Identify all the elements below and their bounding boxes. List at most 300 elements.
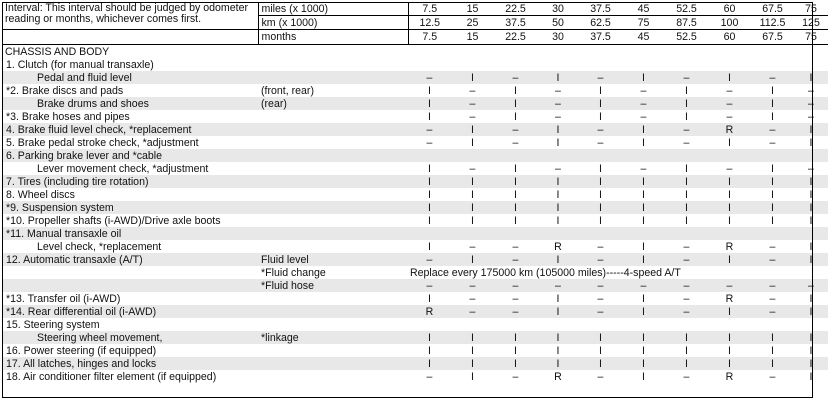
service-mark: – — [555, 110, 561, 123]
service-mark: I — [642, 214, 645, 227]
service-mark: – — [426, 370, 433, 383]
service-mark: I — [708, 305, 751, 318]
km-value: 12.5 — [408, 16, 451, 30]
service-mark: R — [708, 123, 751, 136]
service-mark: – — [665, 71, 708, 84]
service-mark: I — [451, 357, 494, 370]
interval-note-filler — [2, 30, 258, 45]
miles-value: 30 — [537, 2, 579, 16]
item-detail — [258, 344, 408, 357]
service-mark: – — [769, 240, 776, 253]
service-mark: – — [708, 279, 751, 292]
service-mark: – — [579, 253, 622, 266]
service-mark: I — [622, 357, 665, 370]
service-mark: – — [751, 123, 794, 136]
service-mark: I — [809, 292, 813, 305]
service-mark: I — [665, 201, 708, 214]
service-mark — [494, 149, 537, 162]
item-label: 7. Tires (including tire rotation) — [2, 175, 258, 188]
service-mark: – — [469, 240, 476, 253]
item-detail — [258, 357, 408, 370]
table-row — [2, 240, 828, 253]
service-mark — [494, 227, 537, 240]
service-mark: – — [555, 162, 561, 175]
service-mark: I — [494, 175, 537, 188]
unit-label-miles: miles (x 1000) — [258, 2, 408, 16]
service-mark: – — [537, 97, 579, 110]
service-mark: – — [751, 253, 794, 266]
table-row — [2, 123, 828, 136]
service-mark: I — [428, 214, 431, 227]
service-mark: – — [579, 305, 622, 318]
miles-value: 45 — [622, 2, 665, 16]
service-mark — [408, 58, 451, 71]
table-row — [2, 370, 828, 383]
section-title-row — [2, 45, 828, 59]
service-mark — [579, 227, 622, 240]
service-mark: – — [708, 97, 751, 110]
service-mark: I — [708, 175, 751, 188]
service-mark: I — [599, 110, 602, 123]
service-mark: – — [794, 279, 828, 292]
item-detail — [258, 305, 408, 318]
service-mark: – — [512, 240, 519, 253]
service-mark: I — [408, 97, 451, 110]
service-mark: I — [794, 201, 828, 214]
service-mark — [451, 149, 494, 162]
service-mark: I — [771, 110, 774, 123]
service-mark: I — [514, 84, 517, 97]
service-mark — [794, 227, 828, 240]
service-mark: – — [622, 279, 665, 292]
item-detail: Fluid level — [258, 253, 408, 266]
km-value: 100 — [708, 16, 751, 30]
service-mark: I — [771, 214, 774, 227]
service-mark: I — [451, 123, 494, 136]
service-mark: I — [537, 71, 579, 84]
header-row-months — [2, 30, 828, 45]
item-label — [2, 279, 258, 292]
service-mark: I — [685, 84, 688, 97]
item-detail: *Fluid change — [261, 266, 326, 279]
service-mark: – — [769, 136, 776, 149]
service-mark: – — [512, 136, 519, 149]
service-mark: I — [428, 188, 431, 201]
service-mark: R — [554, 240, 562, 253]
service-mark: I — [599, 162, 602, 175]
service-mark: – — [469, 162, 476, 175]
item-label: 5. Brake pedal stroke check, *adjustment — [6, 136, 199, 149]
item-detail — [258, 175, 408, 188]
miles-value: 75 — [794, 2, 828, 16]
service-mark — [708, 149, 751, 162]
service-mark: I — [556, 292, 560, 305]
service-mark — [708, 58, 751, 71]
service-mark: I — [494, 97, 537, 110]
item-label: *9. Suspension system — [2, 201, 258, 214]
miles-value: 60 — [708, 2, 751, 16]
item-label: *3. Brake hoses and pipes — [6, 110, 130, 123]
item-label: 18. Air conditioner filter element (if equipped) — [6, 370, 217, 383]
item-label: Brake drums and shoes — [2, 97, 258, 110]
service-mark — [494, 318, 537, 331]
item-detail — [258, 292, 408, 305]
months-value: 15 — [451, 30, 494, 45]
service-mark — [794, 58, 828, 71]
service-mark: – — [537, 279, 579, 292]
service-mark: – — [665, 279, 708, 292]
service-mark: I — [514, 214, 517, 227]
service-mark: I — [665, 331, 708, 344]
months-value: 45 — [622, 30, 665, 45]
item-detail — [258, 214, 408, 227]
service-mark: – — [726, 162, 733, 175]
header-row-miles — [2, 2, 828, 16]
service-mark: I — [579, 357, 622, 370]
service-mark: – — [451, 305, 494, 318]
service-mark: I — [642, 240, 645, 253]
table-row — [2, 188, 828, 201]
km-value: 125 — [794, 16, 828, 30]
km-value: 112.5 — [751, 16, 794, 30]
service-mark: I — [451, 201, 494, 214]
item-label: *13. Transfer oil (i-AWD) — [6, 292, 121, 305]
service-mark: – — [494, 253, 537, 266]
table-row — [2, 214, 828, 227]
service-mark: I — [794, 253, 828, 266]
service-mark: – — [597, 136, 604, 149]
service-mark — [665, 318, 708, 331]
service-mark: I — [685, 162, 688, 175]
service-mark: I — [622, 175, 665, 188]
service-mark: I — [471, 214, 474, 227]
unit-label-months: months — [258, 30, 408, 45]
service-mark: I — [537, 253, 579, 266]
service-mark: – — [769, 292, 776, 305]
service-mark: I — [794, 123, 828, 136]
months-value: 7.5 — [408, 30, 451, 45]
miles-value: 67.5 — [751, 2, 794, 16]
service-mark: I — [809, 214, 813, 227]
service-mark: I — [685, 344, 688, 357]
service-mark: I — [428, 84, 431, 97]
service-mark: I — [428, 110, 431, 123]
months-value: 67.5 — [751, 30, 794, 45]
service-mark: I — [708, 71, 751, 84]
service-mark: I — [494, 331, 537, 344]
service-mark: I — [428, 344, 431, 357]
service-mark: I — [622, 305, 665, 318]
service-mark: R — [725, 240, 734, 253]
service-mark: I — [428, 240, 431, 253]
service-mark — [665, 58, 708, 71]
months-value: 37.5 — [579, 30, 622, 45]
months-value: 60 — [708, 30, 751, 45]
table-row — [2, 279, 828, 292]
service-mark — [751, 149, 794, 162]
miles-value: 37.5 — [579, 2, 622, 16]
interval-note: Interval: This interval should be judged by odometer reading or months, whichever comes first. — [2, 2, 258, 30]
service-mark: I — [809, 240, 813, 253]
service-mark: I — [771, 344, 774, 357]
table-row — [2, 253, 828, 266]
service-mark: R — [725, 292, 734, 305]
table-row — [2, 305, 828, 318]
service-mark: – — [726, 110, 733, 123]
service-mark: – — [469, 84, 476, 97]
service-mark: I — [451, 71, 494, 84]
item-label: *2. Brake discs and pads — [6, 84, 124, 97]
item-label: *14. Rear differential oil (i-AWD) — [2, 305, 258, 318]
service-mark — [622, 227, 665, 240]
service-mark: I — [556, 344, 560, 357]
service-mark — [408, 149, 451, 162]
maintenance-schedule-sheet — [2, 2, 820, 397]
service-mark: – — [494, 279, 537, 292]
service-mark: I — [471, 370, 474, 383]
service-mark: – — [751, 305, 794, 318]
service-mark: – — [451, 97, 494, 110]
item-label — [2, 266, 258, 279]
table-row — [2, 110, 828, 123]
service-mark: – — [426, 136, 433, 149]
service-mark: I — [579, 331, 622, 344]
service-mark: – — [408, 123, 451, 136]
km-value: 25 — [451, 16, 494, 30]
service-mark — [622, 318, 665, 331]
item-label: 4. Brake fluid level check, *replacement — [2, 123, 258, 136]
item-detail: (rear) — [258, 97, 408, 110]
miles-value: 7.5 — [408, 2, 451, 16]
service-mark: I — [599, 188, 602, 201]
service-mark: – — [665, 253, 708, 266]
service-mark: – — [469, 110, 476, 123]
schedule-body — [2, 45, 828, 384]
service-mark — [751, 58, 794, 71]
service-mark: I — [514, 110, 517, 123]
service-mark: – — [579, 279, 622, 292]
service-mark: I — [599, 214, 602, 227]
service-mark: I — [665, 97, 708, 110]
service-mark: – — [512, 292, 519, 305]
service-mark: I — [685, 188, 688, 201]
service-mark: I — [728, 344, 731, 357]
service-mark: I — [642, 188, 645, 201]
item-detail — [258, 227, 408, 240]
item-label: *11. Manual transaxle oil — [2, 227, 258, 240]
item-detail — [258, 201, 408, 214]
service-mark: I — [622, 201, 665, 214]
service-mark: I — [728, 188, 731, 201]
service-mark: I — [514, 188, 517, 201]
service-mark: I — [642, 370, 645, 383]
item-detail: *linkage — [258, 331, 408, 344]
service-mark: I — [771, 188, 774, 201]
section-title: CHASSIS AND BODY — [5, 45, 110, 58]
service-mark: I — [751, 175, 794, 188]
service-mark: I — [537, 201, 579, 214]
table-row — [2, 58, 828, 71]
service-mark: – — [665, 123, 708, 136]
service-mark: I — [665, 357, 708, 370]
months-value: 30 — [537, 30, 579, 45]
service-mark: – — [794, 97, 828, 110]
service-mark: I — [622, 331, 665, 344]
service-mark — [537, 227, 579, 240]
item-label: 17. All latches, hinges and locks — [2, 357, 258, 370]
service-mark — [665, 227, 708, 240]
service-mark: I — [665, 175, 708, 188]
service-mark — [537, 58, 579, 71]
item-label: Pedal and fluid level — [2, 71, 258, 84]
service-mark: I — [809, 344, 813, 357]
service-mark — [751, 227, 794, 240]
service-mark: I — [537, 331, 579, 344]
service-mark — [579, 149, 622, 162]
service-mark: I — [428, 162, 431, 175]
service-mark — [622, 58, 665, 71]
km-value: 50 — [537, 16, 579, 30]
replacement-note: Replace every 175000 km (105000 miles)-----4-speed A/T — [410, 266, 681, 279]
item-label: 12. Automatic transaxle (A/T) — [2, 253, 258, 266]
table-row — [2, 175, 828, 188]
service-mark — [537, 149, 579, 162]
km-value: 75 — [622, 16, 665, 30]
service-mark: I — [642, 136, 645, 149]
table-row — [2, 136, 828, 149]
item-label: Steering wheel movement, — [2, 331, 258, 344]
service-mark — [537, 318, 579, 331]
table-row — [2, 227, 828, 240]
service-mark — [751, 318, 794, 331]
service-mark: – — [469, 292, 476, 305]
service-mark: I — [537, 357, 579, 370]
service-mark: – — [622, 97, 665, 110]
service-mark: – — [597, 370, 604, 383]
service-mark — [622, 149, 665, 162]
item-detail — [258, 58, 408, 71]
service-mark: I — [537, 175, 579, 188]
item-detail — [258, 123, 408, 136]
service-mark: – — [640, 84, 647, 97]
service-mark: I — [622, 71, 665, 84]
item-detail: (front, rear) — [261, 84, 314, 97]
table-row — [2, 344, 828, 357]
table-row — [2, 331, 828, 344]
service-mark: I — [794, 305, 828, 318]
service-mark — [451, 58, 494, 71]
service-mark: – — [769, 370, 776, 383]
item-detail — [258, 162, 408, 175]
service-mark: – — [665, 305, 708, 318]
service-mark: I — [579, 201, 622, 214]
service-mark: – — [494, 123, 537, 136]
item-detail — [258, 136, 408, 149]
service-mark: – — [683, 292, 690, 305]
service-mark: I — [537, 123, 579, 136]
service-mark — [794, 318, 828, 331]
service-mark: – — [451, 279, 494, 292]
item-label: 6. Parking brake lever and *cable — [2, 149, 258, 162]
item-detail — [258, 240, 408, 253]
service-mark: I — [794, 357, 828, 370]
service-mark: I — [599, 84, 602, 97]
service-mark: – — [408, 279, 451, 292]
service-mark: I — [451, 331, 494, 344]
service-mark: I — [579, 175, 622, 188]
service-mark: – — [683, 136, 690, 149]
service-mark: I — [428, 292, 431, 305]
table-row — [2, 318, 828, 331]
km-value: 62.5 — [579, 16, 622, 30]
service-mark: I — [751, 357, 794, 370]
table-row — [2, 149, 828, 162]
table-row — [2, 162, 828, 175]
service-mark: I — [751, 201, 794, 214]
service-mark: I — [642, 292, 645, 305]
service-mark: – — [751, 279, 794, 292]
service-mark: I — [642, 344, 645, 357]
item-detail — [258, 318, 408, 331]
item-detail — [258, 110, 408, 123]
service-mark: I — [751, 97, 794, 110]
service-mark: I — [451, 253, 494, 266]
service-mark — [494, 58, 537, 71]
service-mark: R — [725, 370, 734, 383]
months-value: 75 — [794, 30, 828, 45]
service-mark: I — [708, 331, 751, 344]
service-mark: – — [597, 240, 604, 253]
miles-value: 22.5 — [494, 2, 537, 16]
miles-value: 15 — [451, 2, 494, 16]
item-detail — [258, 71, 408, 84]
item-detail — [258, 370, 408, 383]
service-mark: – — [494, 71, 537, 84]
maintenance-table — [2, 2, 828, 383]
service-mark: I — [451, 175, 494, 188]
service-mark: – — [512, 370, 519, 383]
table-row — [2, 266, 828, 279]
table-row — [2, 357, 828, 370]
service-mark: I — [494, 357, 537, 370]
service-mark: I — [556, 214, 560, 227]
service-mark — [794, 149, 828, 162]
service-mark: I — [579, 97, 622, 110]
item-label: Level check, *replacement — [37, 240, 162, 253]
miles-value: 52.5 — [665, 2, 708, 16]
service-mark: I — [537, 305, 579, 318]
service-mark: – — [683, 370, 690, 383]
service-mark: – — [597, 292, 604, 305]
service-mark: – — [579, 123, 622, 136]
service-mark: I — [809, 188, 813, 201]
service-mark: – — [683, 240, 690, 253]
service-mark: I — [622, 123, 665, 136]
service-mark: – — [555, 84, 561, 97]
service-mark — [579, 318, 622, 331]
service-mark: I — [728, 136, 731, 149]
service-mark: I — [771, 84, 774, 97]
service-mark: I — [514, 344, 517, 357]
service-mark — [408, 227, 451, 240]
service-mark: R — [554, 370, 562, 383]
service-mark: R — [408, 305, 451, 318]
months-value: 22.5 — [494, 30, 537, 45]
service-mark: – — [494, 305, 537, 318]
service-mark: I — [708, 357, 751, 370]
table-row — [2, 97, 828, 110]
service-mark — [408, 318, 451, 331]
